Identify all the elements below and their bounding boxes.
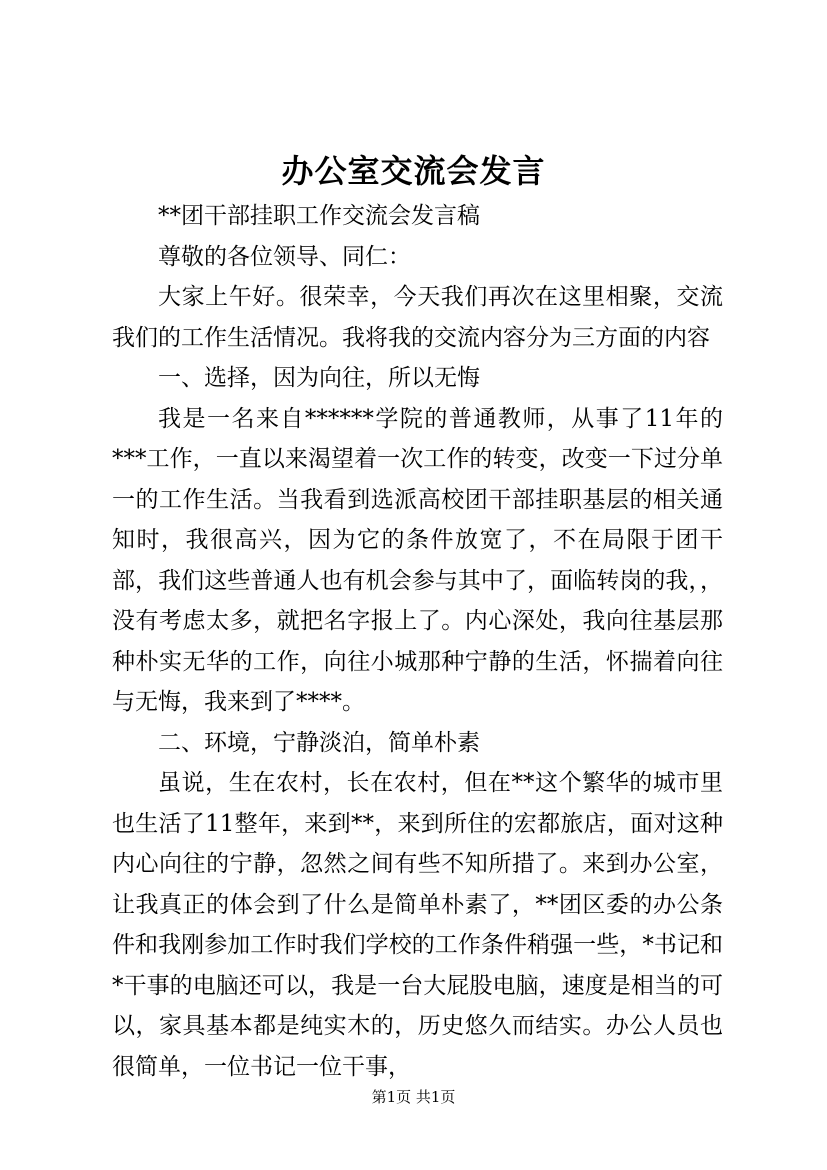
section-heading-1: 一、选择，因为向往，所以无悔 bbox=[158, 365, 480, 391]
paragraph-subtitle: **团干部挂职工作交流会发言稿 bbox=[158, 203, 480, 229]
paragraph-salutation: 尊敬的各位领导、同仁： bbox=[158, 243, 411, 270]
paragraph-section-1: 我是一名来自******学院的普通教师，从事了11年的***工作，一直以来渴望着一次工作的转变，改变一下过分单一的工作生活。当我看到选派高校团干部挂职基层的相关通知时，我很高兴，因为它的条件放宽了，不在局限于团干部，我们这些普通人也有机会参与其中了，面临转岗的我，，没有考虑太多，就把名字报上了。内心深处，我向往基层那种朴实无华的工作，向往小城那种宁静的生活，怀揣着向往与无悔，我来到了****。 bbox=[112, 405, 723, 715]
page-footer: 第1页 共1页 bbox=[371, 1088, 456, 1106]
document-body bbox=[112, 196, 723, 1087]
paragraph-intro: 大家上午好。很荣幸，今天我们再次在这里相聚，交流我们的工作生活情况。我将我的交流内容分为三方面的内容 bbox=[112, 284, 723, 351]
document-title: 办公室交流会发言 bbox=[281, 152, 546, 190]
paragraph-section-2: 虽说，生在农村，长在农村，但在**这个繁华的城市里也生活了11整年，来到**，来到所住的宏都旅店，面对这种内心向往的宁静，忽然之间有些不知所措了。来到办公室，让我真正的体会到了什么是简单朴素了，**团区委的办公条件和我刚参加工作时我们学校的工作条件稍强一些，*书记和*干事的电脑还可以，我是一台大屁股电脑，速度是相当的可以，家具基本都是纯实木的，历史悠久而结实。办公人员也很简单，一位书记一位干事， bbox=[112, 770, 723, 1080]
section-heading-2: 二、环境，宁静淡泊，简单朴素 bbox=[158, 729, 480, 756]
